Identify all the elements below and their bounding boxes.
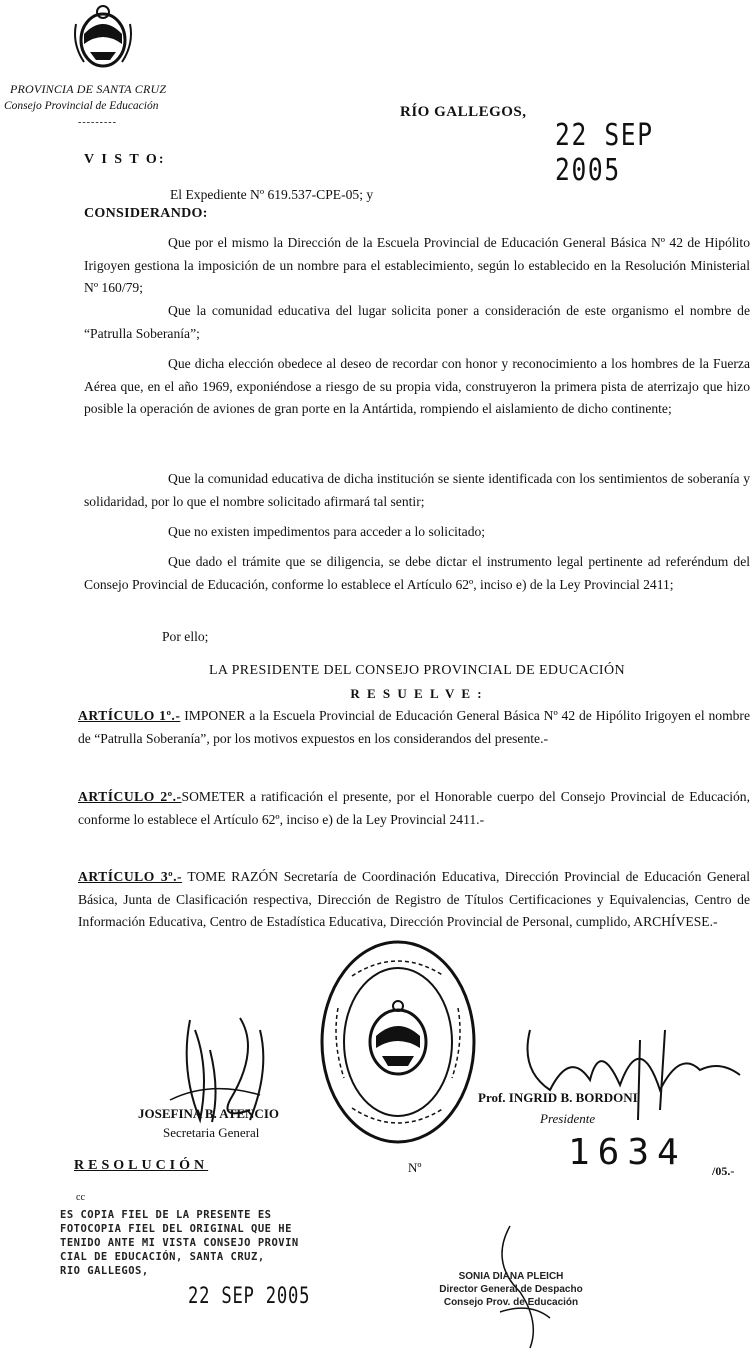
article-3-text: TOME RAZÓN Secretaría de Coordinación Educativa, Dirección Provincial de Educación General Básica, Junta de Clasificación respectiva, Dirección de Registro de Títulos Certificaciones y Equivalencias, Centro de Información Educativa, Centro de Estadística Educativa, Dirección Provincial de Personal, cumplido, ARCHÍVESE.- xyxy=(78,869,750,929)
resuelve-heading: R E S U E L V E : xyxy=(350,686,484,701)
article-3 xyxy=(78,866,750,934)
certification-line: RIO GALLEGOS, xyxy=(60,1265,149,1277)
resolution-number-label: Nº xyxy=(408,1160,422,1175)
visto-text: El Expediente Nº 619.537-CPE-05; y xyxy=(170,187,374,202)
article-1 xyxy=(78,705,750,750)
article-1-label: ARTÍCULO 1º.- xyxy=(78,708,181,723)
date-stamp: 22 SEP 2005 xyxy=(555,118,654,188)
visto-heading: V I S T O: xyxy=(84,152,166,167)
article-1-text: IMPONER a la Escuela Provincial de Educación General Básica Nº 42 de Hipólito Irigoyen el nombre de “Patrulla Soberanía”, por los motivos expuestos en los considerandos del presente.- xyxy=(78,708,750,746)
considerando-paragraph: Que la comunidad educativa de dicha institución se siente identificada con los sentimientos de soberanía y solidaridad, por lo que el nombre solicitado afirmará tal sentir; xyxy=(84,471,750,509)
certification-line: ES COPIA FIEL DE LA PRESENTE ES xyxy=(60,1209,272,1221)
signer-left-role: Secretaria General xyxy=(163,1125,260,1140)
certification-line: FOTOCOPIA FIEL DEL ORIGINAL QUE HE xyxy=(60,1223,292,1235)
signer-left-name: JOSEFINA B. ATENCIO xyxy=(138,1106,279,1121)
certification-date: 22 SEP 2005 xyxy=(188,1284,311,1309)
resolution-number: 1634 xyxy=(568,1132,687,1173)
article-3-label: ARTÍCULO 3º.- xyxy=(78,869,183,884)
certification-line: TENIDO ANTE MI VISTA CONSEJO PROVIN xyxy=(60,1237,299,1249)
official-seal-icon xyxy=(318,938,478,1146)
considerando-heading: CONSIDERANDO: xyxy=(84,206,208,221)
article-2-text: SOMETER a ratificación el presente, por el Honorable cuerpo del Consejo Provincial de Educación, conforme lo establece el Artículo 62º, inciso e) de la Ley Provincial 2411.- xyxy=(78,789,750,827)
certifier-role: Director General de Despacho xyxy=(439,1284,583,1295)
considerando-paragraph: Que por el mismo la Dirección de la Escuela Provincial de Educación General Básica Nº 42 de Hipólito Irigoyen gestiona la imposición de un nombre para el establecimiento, según lo establecido en la Resolución Ministerial Nº 160/79; xyxy=(84,235,750,295)
certifier-name: SONIA DIANA PLEICH xyxy=(458,1271,564,1282)
province-crest-icon xyxy=(70,4,136,70)
article-2 xyxy=(78,786,750,831)
article-2-label: ARTÍCULO 2º.- xyxy=(78,789,182,804)
considerando-paragraph: Que la comunidad educativa del lugar solicita poner a consideración de este organismo el nombre de “Patrulla Soberanía”; xyxy=(84,303,750,341)
header-council: Consejo Provincial de Educación xyxy=(4,100,159,112)
authority-heading: LA PRESIDENTE DEL CONSEJO PROVINCIAL DE EDUCACIÓN xyxy=(208,663,625,678)
resolution-label: RESOLUCIÓN xyxy=(74,1158,209,1173)
por-ello: Por ello; xyxy=(162,629,209,644)
cc-label: cc xyxy=(76,1192,85,1203)
signer-right-role: Presidente xyxy=(540,1111,596,1126)
considerando-paragraph: Que no existen impedimentos para acceder a lo solicitado; xyxy=(168,524,486,539)
header-province: PROVINCIA DE SANTA CRUZ xyxy=(10,82,167,96)
signer-right-name: Prof. INGRID B. BORDONI xyxy=(478,1090,638,1105)
resolution-year: /05.- xyxy=(712,1164,735,1178)
certification-line: CIAL DE EDUCACIÓN, SANTA CRUZ, xyxy=(60,1251,265,1263)
certifier-org: Consejo Prov. de Educación xyxy=(443,1297,579,1308)
considerando-paragraph: Que dado el trámite que se diligencia, se debe dictar el instrumento legal pertinente ad referéndum del Consejo Provincial de Educación, conforme lo establece el Artículo 62º, inciso e) de la Ley Provincial 2411; xyxy=(84,554,750,592)
signature-right-icon xyxy=(490,1010,750,1130)
place-label: RÍO GALLEGOS, xyxy=(400,104,527,120)
considerando-paragraph: Que dicha elección obedece al deseo de recordar con honor y reconocimiento a los hombres de la Fuerza Aérea que, en el año 1969, exponiéndose a riesgo de su propia vida, construyeron la primera pista de aterrizajo que hizo posible la operación de aviones de gran porte en la Antártida, rompiendo el aislamiento de dicho continente; xyxy=(84,356,750,416)
certification-stamp xyxy=(60,1208,390,1278)
header-rule: --------- xyxy=(78,117,117,128)
certifier-block xyxy=(416,1270,606,1309)
